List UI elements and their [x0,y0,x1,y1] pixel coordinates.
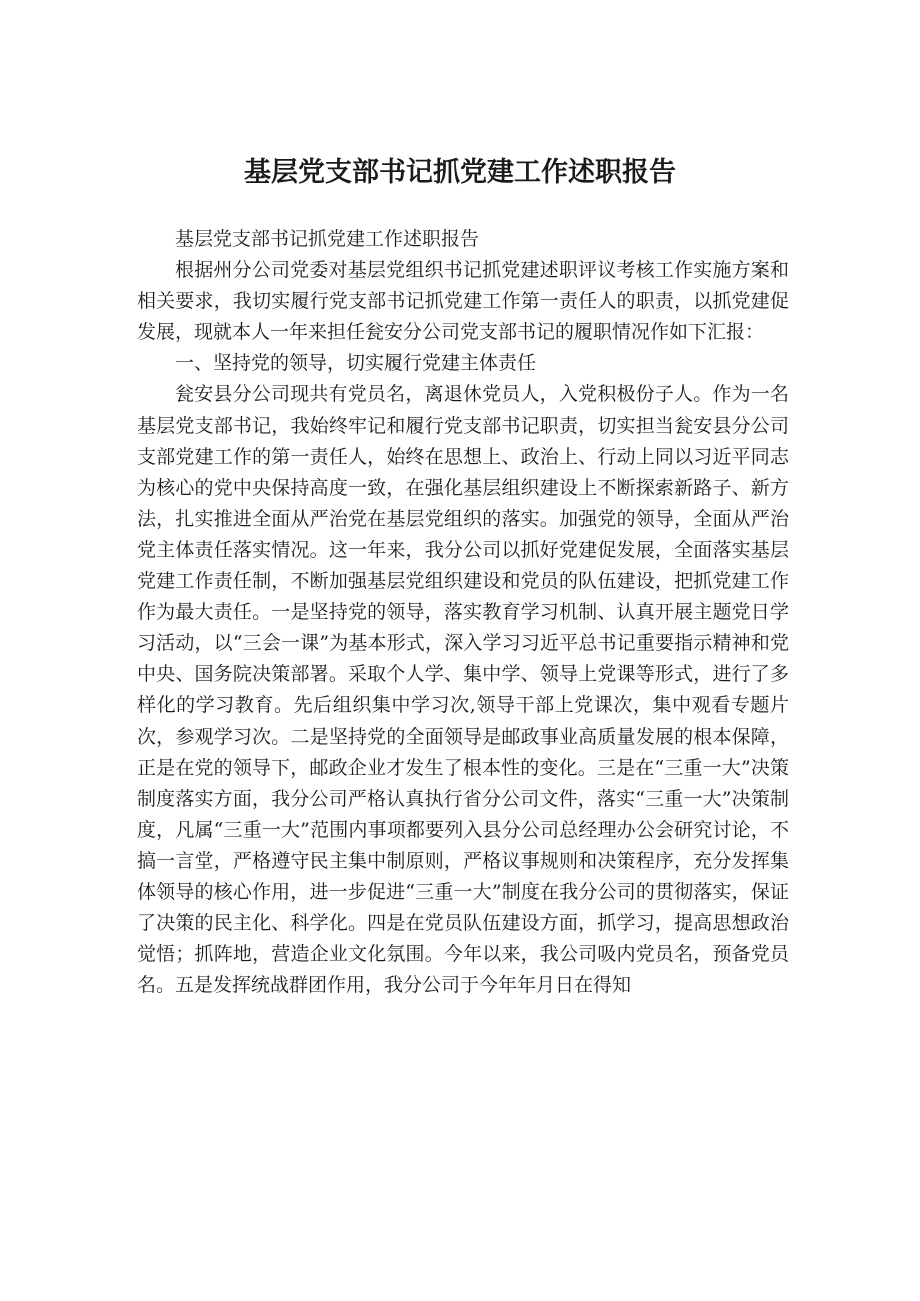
section-heading-1: 一、坚持党的领导，切实履行党建主体责任 [175,352,537,375]
document-title: 基层党支部书记抓党建工作述职报告 [244,157,676,188]
body-paragraph-intro: 根据州分公司党委对基层党组织书记抓党建述职评议考核工作实施方案和相关要求，我切实履行党支部书记抓党建工作第一责任人的职责，以抓党建促发展，现就本人一年来担任瓮安分公司党支部书记的履职情况作如下汇报： [137,259,789,344]
body-paragraph-subtitle: 基层党支部书记抓党建工作述职报告 [175,228,480,250]
body-paragraph-main: 瓮安县分公司现共有党员名，离退休党员人，入党积极份子人。作为一名基层党支部书记，我始终牢记和履行党支部书记职责，切实担当瓮安县分公司支部党建工作的第一责任人，始终在思想上、政治上、行动上同以习近平同志为核心的党中央保持高度一致，在强化基层组织建设上不断探索新路子、新方法，扎实推进全面从严治党在基层党组织的落实。加强党的领导，全面从严治党主体责任落实情况。这一年来，我分公司以抓好党建促发展，全面落实基层党建工作责任制，不断加强基层党组织建设和党员的队伍建设，把抓党建工作作为最大责任。一是坚持党的领导，落实教育学习机制、认真开展主题党日学习活动，以“三会一课”为基本形式，深入学习习近平总书记重要指示精神和党中央、国务院决策部署。采取个人学、集中学、领导上党课等形式，进行了多样化的学习教育。先后组织集中学习次,领导干部上党课次，集中观看专题片次，参观学习次。二是坚持党的全面领导是邮政事业高质量发展的根本保障，正是在党的领导下，邮政企业才发生了根本性的变化。三是在“三重一大”决策制度落实方面，我分公司严格认真执行省分公司文件，落实“三重一大”决策制度，凡属“三重一大”范围内事项都要列入县分公司总经理办公会研究讨论，不搞一言堂，严格遵守民主集中制原则，严格议事规则和决策程序，充分发挥集体领导的核心作用，进一步促进“三重一大”制度在我分公司的贯彻落实，保证了决策的民主化、科学化。四是在党员队伍建设方面，抓学习，提高思想政治觉悟；抓阵地，营造企业文化氛围。今年以来，我公司吸内党员名，预备党员名。五是发挥统战群团作用，我分公司于今年年月日在得知 [137,383,789,997]
document-body [137,224,789,1001]
